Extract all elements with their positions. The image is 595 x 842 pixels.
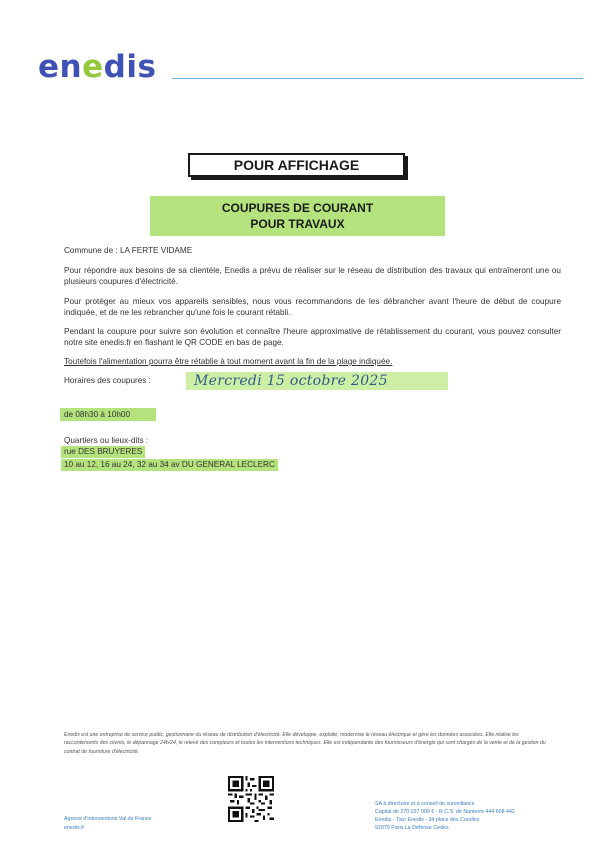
banner-line-2: POUR TRAVAUX: [250, 217, 345, 231]
handwritten-date: Mercredi 15 octobre 2025: [186, 372, 448, 390]
company-info-line-4: 92079 Paris La Défense Cedex: [375, 825, 449, 831]
footer-company-info: [375, 800, 515, 832]
paragraph-protection: Pour protéger au mieux vos appareils sensibles, nous vous recommandons de les débrancher avant l'heure de début de coupure indiquée, et de ne les rebrancher qu'une fois le courant rétabli.: [64, 297, 561, 317]
qr-code-icon[interactable]: [228, 776, 274, 822]
company-info-line-1: SA à directoire et à conseil de surveillance: [375, 801, 475, 807]
paragraph-intro: Pour répondre aux besoins de sa clientèle, Enedis a prévu de réaliser sur le réseau de distribution des travaux qui entraîneront une ou plusieurs coupures d'électricité.: [64, 266, 561, 286]
horaires-label: Horaires des coupures :: [64, 376, 151, 385]
website-link[interactable]: enedis.fr: [64, 824, 85, 831]
company-info-line-2: Capital de 270 037 000 € - R.C.S. de Nanterre 444 608 442: [375, 809, 515, 815]
quartiers-label: Quartiers ou lieux-dits :: [64, 436, 149, 445]
paragraph-warning: Toutefois l'alimentation pourra être rétablie à tout moment avant la fin de la plage indiquée.: [64, 357, 393, 366]
footer-legal-text: Enedis est une entreprise de service public, gestionnaire du réseau de distribution d'électricité. Elle développe, exploite, modernise le réseau électrique et gère les données associées. Elle réalise les raccordements des clients, le dépannage 24h/24, le relevé des compteurs et toutes les interventions techniques. Elle est indépendante des fournisseurs d'énergie qui sont chargés de la vente et de la gestion du contrat de fourniture d'électricité.: [64, 732, 546, 755]
coupures-banner: [150, 196, 445, 236]
enedis-logo: enedis: [38, 49, 157, 85]
header-divider: [172, 78, 583, 79]
pour-affichage-box: POUR AFFICHAGE: [188, 153, 405, 177]
banner-line-1: COUPURES DE COURANT: [221, 201, 374, 215]
footer-agency: [64, 815, 151, 832]
street-1: rue DES BRUYERES: [61, 446, 145, 458]
commune-text: Commune de : LA FERTE VIDAME: [64, 246, 193, 255]
time-slot: de 08h30 à 10h00: [60, 408, 156, 421]
paragraph-suivi: Pendant la coupure pour suivre son évolution et connaître l'heure approximative de rétablissement du courant, vous pouvez consulter notre site enedis.fr en flashant le QR CODE en bas de page.: [64, 327, 561, 347]
company-info-line-3: Enedis - Tour Enedis - 34 place des Corolles: [375, 817, 480, 823]
agency-name: Agence d'interventions Val de France: [64, 816, 152, 822]
street-2: 10 au 12, 16 au 24, 32 au 34 av DU GENERAL LECLERC: [61, 459, 278, 471]
